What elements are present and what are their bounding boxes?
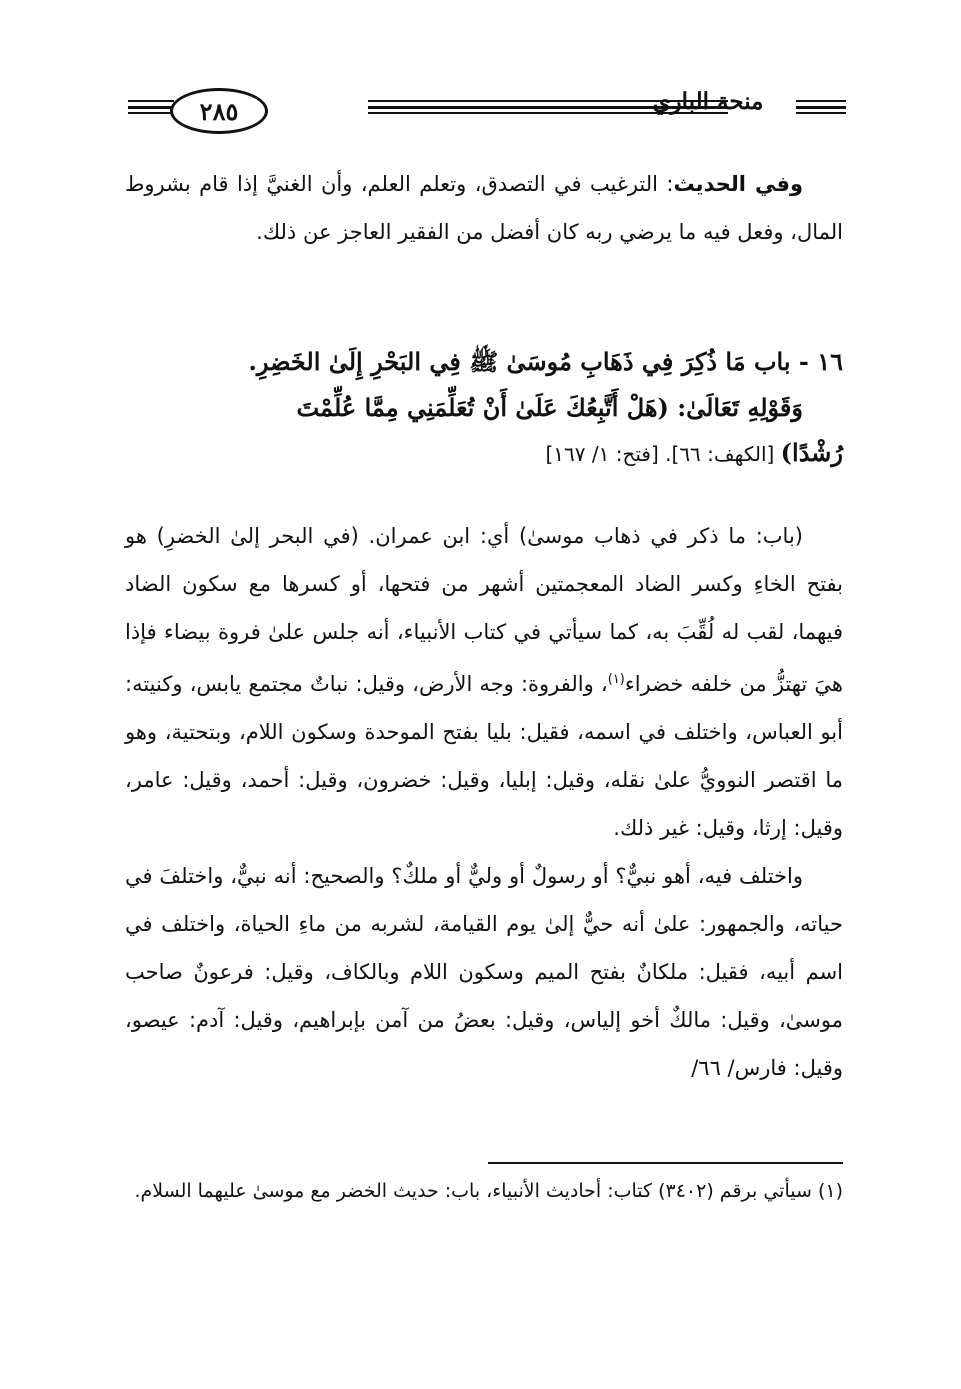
footnote-ref: (١) <box>607 672 625 687</box>
page-header <box>118 80 846 140</box>
commentary-paragraph-1 <box>125 512 843 852</box>
footnote <box>125 1172 843 1210</box>
intro-lead: وفي الحديث <box>673 172 803 196</box>
commentary-p1-tail: ، والفروة: وجه الأرض، وقيل: نباتٌ مجتمع يابس، وكنيته: أبو العباس، واختلف في اسمه، فقيل: بليا بفتح الموحدة وسكون اللام، وبتحتية، وهو ما اقتصر النوويُّ علىٰ نقله، وقيل: إبليا، وقيل: خضرون، وقيل: أحمد، وقيل: عامر، وقيل: إرثا، وقيل: غير ذلك. <box>125 672 843 840</box>
commentary-p1: (باب: ما ذكر في ذهاب موسىٰ) أي: ابن عمران. (في البحر إلىٰ الخضرِ) هو بفتح الخاءِ وكسر الضاد المعجمتين أشهر من فتحها، أو كسرها مع سكون الضاد فيهما، لقب له لُقِّبَ به، كما سيأتي في كتاب الأنبياء، أنه جلس علىٰ فروة بيضاء فإذا هيَ تهتزُّ من خلفه خضراء <box>125 524 843 696</box>
chapter-reference-line <box>125 430 843 477</box>
page-number: ٢٨٥ <box>170 88 268 134</box>
running-title: منحة الباري <box>652 88 764 115</box>
header-rule-left <box>128 100 174 116</box>
commentary-paragraph-2: واختلف فيه، أهو نبيٌّ؟ أو رسولٌ أو وليٌّ أو ملكٌ؟ والصحيح: أنه نبيٌّ، واختلفَ في حياته، والجمهور: علىٰ أنه حيٌّ إلىٰ يوم القيامة، لشربه من ماءِ الحياة، واختلف في اسم أبيه، فقيل: ملكانٌ بفتح الميم وسكون اللام وبالكاف، وقيل: فرعونٌ صاحب موسىٰ، وقيل: مالكٌ أخو إلياس، وقيل: بعضُ من آمن بإبراهيم، وقيل: آدم: عيصو، وقيل: فارس/ ٦٦/ <box>125 864 843 1080</box>
chapter-section <box>125 338 843 477</box>
commentary <box>125 512 843 1092</box>
header-rule-right <box>796 100 846 116</box>
verse-end: رُشْدًا) <box>780 438 843 467</box>
intro-paragraph <box>125 160 843 256</box>
chapter-heading: ١٦ - باب مَا ذُكِرَ فِي ذَهَابِ مُوسَىٰ ﷺ فِي البَحْرِ إِلَىٰ الخَضِرِ. <box>248 347 843 376</box>
chapter-reference: [الكهف: ٦٦]. [فتح: ١/ ١٦٧] <box>545 442 775 466</box>
footnote-divider <box>488 1162 843 1164</box>
intro-text: : الترغيب في التصدق، وتعلم العلم، وأن الغنيَّ إذا قام بشروط المال، وفعل فيه ما يرضي ربه كان أفضل من الفقير العاجز عن ذلك. <box>125 172 843 244</box>
footnote-text: (١) سيأتي برقم (٣٤٠٢) كتاب: أحاديث الأنبياء، باب: حديث الخضر مع موسىٰ عليهما السلام. <box>134 1180 843 1202</box>
chapter-verse: وَقَوْلِهِ تَعَالَىٰ: (هَلْ أَتَّبِعُكَ عَلَىٰ أَنْ تُعَلِّمَنِي مِمَّا عُلِّمْتَ <box>296 393 803 422</box>
